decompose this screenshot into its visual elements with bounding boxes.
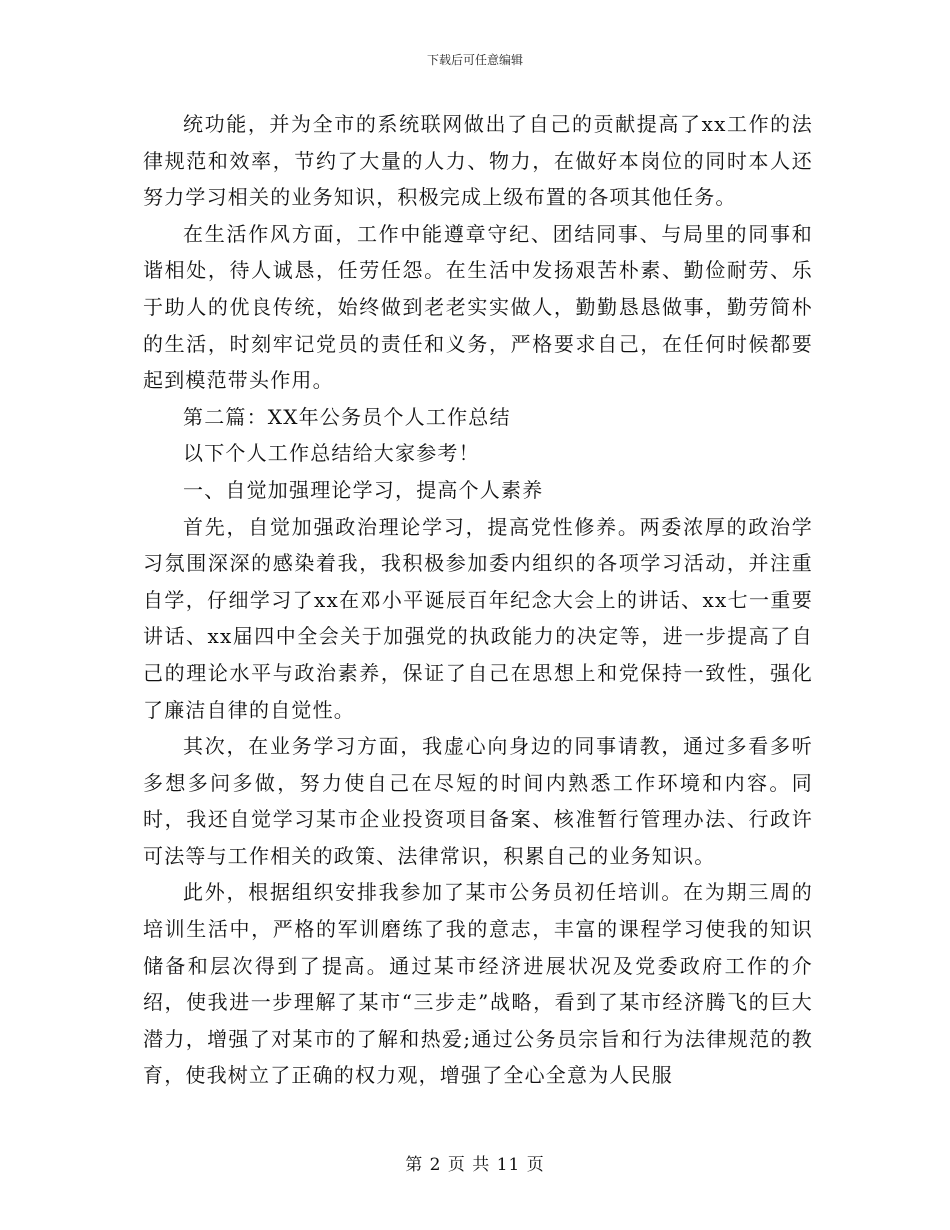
paragraph-2: 在生活作风方面，工作中能遵章守纪、团结同事、与局里的同事和谐相处，待人诚恳，任劳任怨。在生活中发扬艰苦朴素、勤俭耐劳、乐于助人的优良传统，始终做到老老实实做人，勤勤恳恳做事，勤劳简朴的生活，时刻牢记党员的责任和义务，严格要求自己，在任何时候都要起到模范带头作用。 [143, 221, 813, 393]
intro-line: 以下个人工作总结给大家参考！ [183, 441, 480, 466]
page-number: 第 2 页 共 11 页 [405, 1155, 545, 1175]
section-title: 第二篇：XX年公务员个人工作总结 [183, 404, 511, 429]
document-body [143, 106, 813, 1094]
paragraph-1: 统功能，并为全市的系统联网做出了自己的贡献提高了xx工作的法律规范和效率，节约了大量的人力、物力，在做好本岗位的同时本人还努力学习相关的业务知识，积极完成上级布置的各项其他任务。 [143, 112, 813, 210]
paragraph-3: 首先，自觉加强政治理论学习，提高党性修养。两委浓厚的政治学习氛围深深的感染着我，我积极参加委内组织的各项学习活动，并注重自学，仔细学习了xx在邓小平诞辰百年纪念大会上的讲话、xx七一重要讲话、xx届四中全会关于加强党的执政能力的决定等，进一步提高了自己的理论水平与政治素养，保证了自己在思想上和党保持一致性，强化了廉洁自律的自觉性。 [143, 514, 813, 722]
page-header: 下载后可任意编辑 [426, 53, 523, 67]
paragraph-4: 其次，在业务学习方面，我虚心向身边的同事请教，通过多看多听多想多问多做，努力使自己在尽短的时间内熟悉工作环境和内容。同时，我还自觉学习某市企业投资项目备案、核准暂行管理办法、行政许可法等与工作相关的政策、法律常识，积累自己的业务知识。 [143, 734, 813, 868]
paragraph-5: 此外，根据组织安排我参加了某市公务员初任培训。在为期三周的培训生活中，严格的军训磨练了我的意志，丰富的课程学习使我的知识储备和层次得到了提高。通过某市经济进展状况及党委政府工作的介绍，使我进一步理解了某市“三步走”战略，看到了某市经济腾飞的巨大潜力，增强了对某市的了解和热爱;通过公务员宗旨和行为法律规范的教育，使我树立了正确的权力观，增强了全心全意为人民服 [143, 880, 813, 1088]
subsection-heading: 一、自觉加强理论学习，提高个人素养 [183, 477, 544, 502]
